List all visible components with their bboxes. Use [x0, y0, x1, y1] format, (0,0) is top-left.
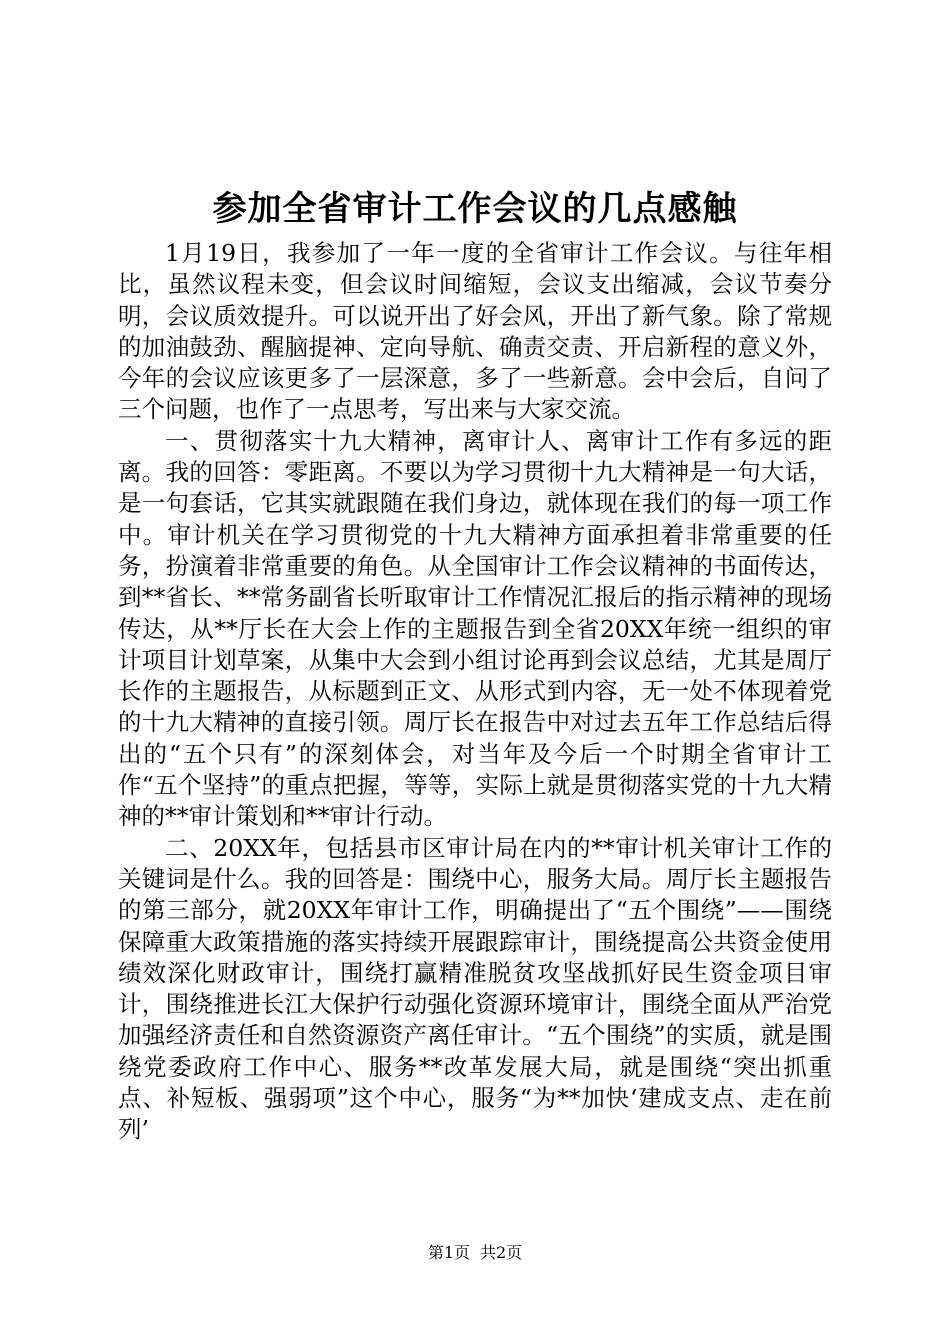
- paragraph-section-one: 一、贯彻落实十九大精神，离审计人、离审计工作有多远的距离。我的回答：零距离。不要以为学习贯彻十九大精神是一句大话，是一句套话，它其实就跟随在我们身边，就体现在我们的每一项工作中。审计机关在学习贯彻党的十九大精神方面承担着非常重要的任务，扮演着非常重要的角色。从全国审计工作会议精神的书面传达，到**省长、**常务副省长听取审计工作情况汇报后的指示精神的现场传达，从**厅长在大会上作的主题报告到全省20XX年统一组织的审计项目计划草案，从集中大会到小组讨论再到会议总结，尤其是周厅长作的主题报告，从标题到正文、从形式到内容，无一处不体现着党的十九大精神的直接引领。周厅长在报告中对过去五年工作总结后得出的“五个只有”的深刻体会，对当年及今后一个时期全省审计工作“五个坚持”的重点把握，等等，实际上就是贯彻落实党的十九大精神的**审计策划和**审计行动。: [118, 426, 832, 831]
- page-number-current: 第1页: [427, 1243, 470, 1262]
- paragraph-intro: 1月19日，我参加了一年一度的全省审计工作会议。与往年相比，虽然议程未变，但会议时间缩短，会议支出缩减，会议节奏分明，会议质效提升。可以说开出了好会风，开出了新气象。除了常规的加油鼓劲、醒脑提神、定向导航、确责交责、开启新程的意义外，今年的会议应该更多了一层深意，多了一些新意。会中会后，自问了三个问题，也作了一点思考，写出来与大家交流。: [118, 239, 832, 424]
- document-body: [118, 238, 832, 1146]
- page-footer: [0, 1241, 950, 1265]
- document-title: 参加全省审计工作会议的几点感触: [212, 189, 738, 229]
- page-number-total: 共2页: [480, 1243, 523, 1262]
- paragraph-section-two: 二、20XX年，包括县市区审计局在内的**审计机关审计工作的关键词是什么。我的回答是：围绕中心，服务大局。周厅长主题报告的第三部分，就20XX年审计工作，明确提出了“五个围绕”——围绕保障重大政策措施的落实持续开展跟踪审计，围绕提高公共资金使用绩效深化财政审计，围绕打赢精准脱贫攻坚战抓好民生资金项目审计，围绕推进长江大保护行动强化资源环境审计，围绕全面从严治党加强经济责任和自然资源资产离任审计。“五个围绕”的实质，就是围绕党委政府工作中心、服务**改革发展大局，就是围绕“突出抓重点、补短板、强弱项”这个中心，服务“为**加快‘建成支点、走在前列’: [118, 833, 832, 1144]
